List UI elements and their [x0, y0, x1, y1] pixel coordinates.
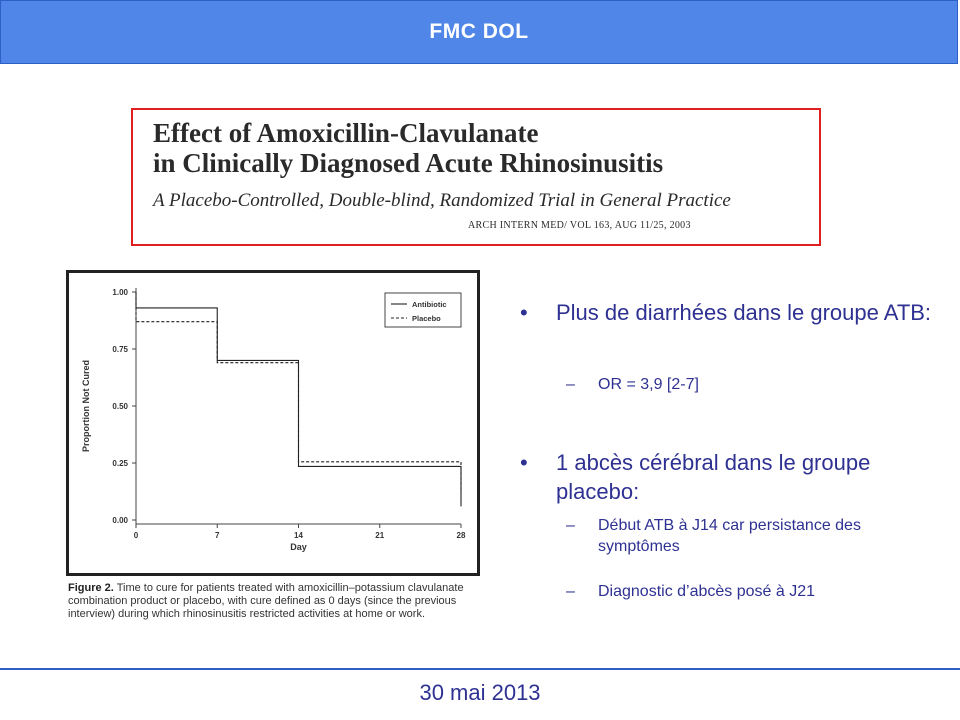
figure — [66, 270, 482, 640]
caption-label: Figure 2. — [68, 582, 114, 594]
sub-dash: – — [566, 517, 575, 534]
bullet-2-sub-2-text: Diagnostic d’abcès posé à J21 — [598, 583, 816, 600]
header-bar — [0, 0, 958, 64]
y-tick-label: 0.75 — [112, 345, 128, 354]
paper-subtitle: A Placebo-Controlled, Double-blind, Randomized Trial in General Practice — [153, 190, 731, 211]
footer-divider — [0, 668, 960, 670]
x-tick-label: 0 — [133, 531, 139, 540]
paper-title-line1: Effect of Amoxicillin-Clavulanate — [153, 118, 539, 148]
y-tick-label: 0.25 — [112, 459, 128, 468]
chart-frame — [66, 270, 480, 576]
y-axis-label: Proportion Not Cured — [81, 360, 91, 452]
bullet-2-text: 1 abcès cérébral dans le groupe placebo: — [556, 450, 871, 504]
paper-citation-box — [131, 108, 821, 246]
footer-date: 30 mai 2013 — [419, 680, 541, 705]
x-tick-label: 7 — [215, 531, 220, 540]
caption-text: Time to cure for patients treated with amoxicillin–potassium clavulanate combination product or placebo, with cure defined as 0 days (since the previous interview) during which rhinosinusitis restricted activities at home or work. — [68, 582, 464, 620]
paper-title — [153, 118, 663, 178]
x-tick-label: 14 — [294, 531, 303, 540]
bullet-1-text: Plus de diarrhées dans le groupe ATB: — [556, 300, 932, 325]
bullet-2-sub-1-text: Début ATB à J14 car persistance des symptômes — [598, 517, 861, 555]
x-tick-label: 28 — [456, 531, 466, 540]
legend-label: Antibiotic — [412, 300, 447, 309]
paper-title-line2: in Clinically Diagnosed Acute Rhinosinusitis — [153, 148, 664, 178]
y-tick-label: 0.00 — [112, 516, 128, 525]
sub-dash: – — [566, 376, 575, 393]
bullet-1-sub-1-text: OR = 3,9 [2-7] — [598, 376, 699, 393]
bullet-dot: • — [520, 300, 528, 325]
y-tick-label: 1.00 — [112, 288, 128, 297]
x-axis-label: Day — [290, 542, 307, 552]
paper-reference: ARCH INTERN MED/ VOL 163, AUG 11/25, 2003 — [468, 220, 691, 231]
survival-chart — [69, 273, 477, 573]
sub-dash: – — [566, 583, 575, 600]
bullet-dot: • — [520, 450, 528, 475]
x-tick-label: 21 — [375, 531, 385, 540]
legend-label: Placebo — [412, 314, 441, 323]
figure-caption — [68, 582, 482, 621]
y-tick-label: 0.50 — [112, 402, 128, 411]
header-title: FMC DOL — [429, 20, 529, 43]
